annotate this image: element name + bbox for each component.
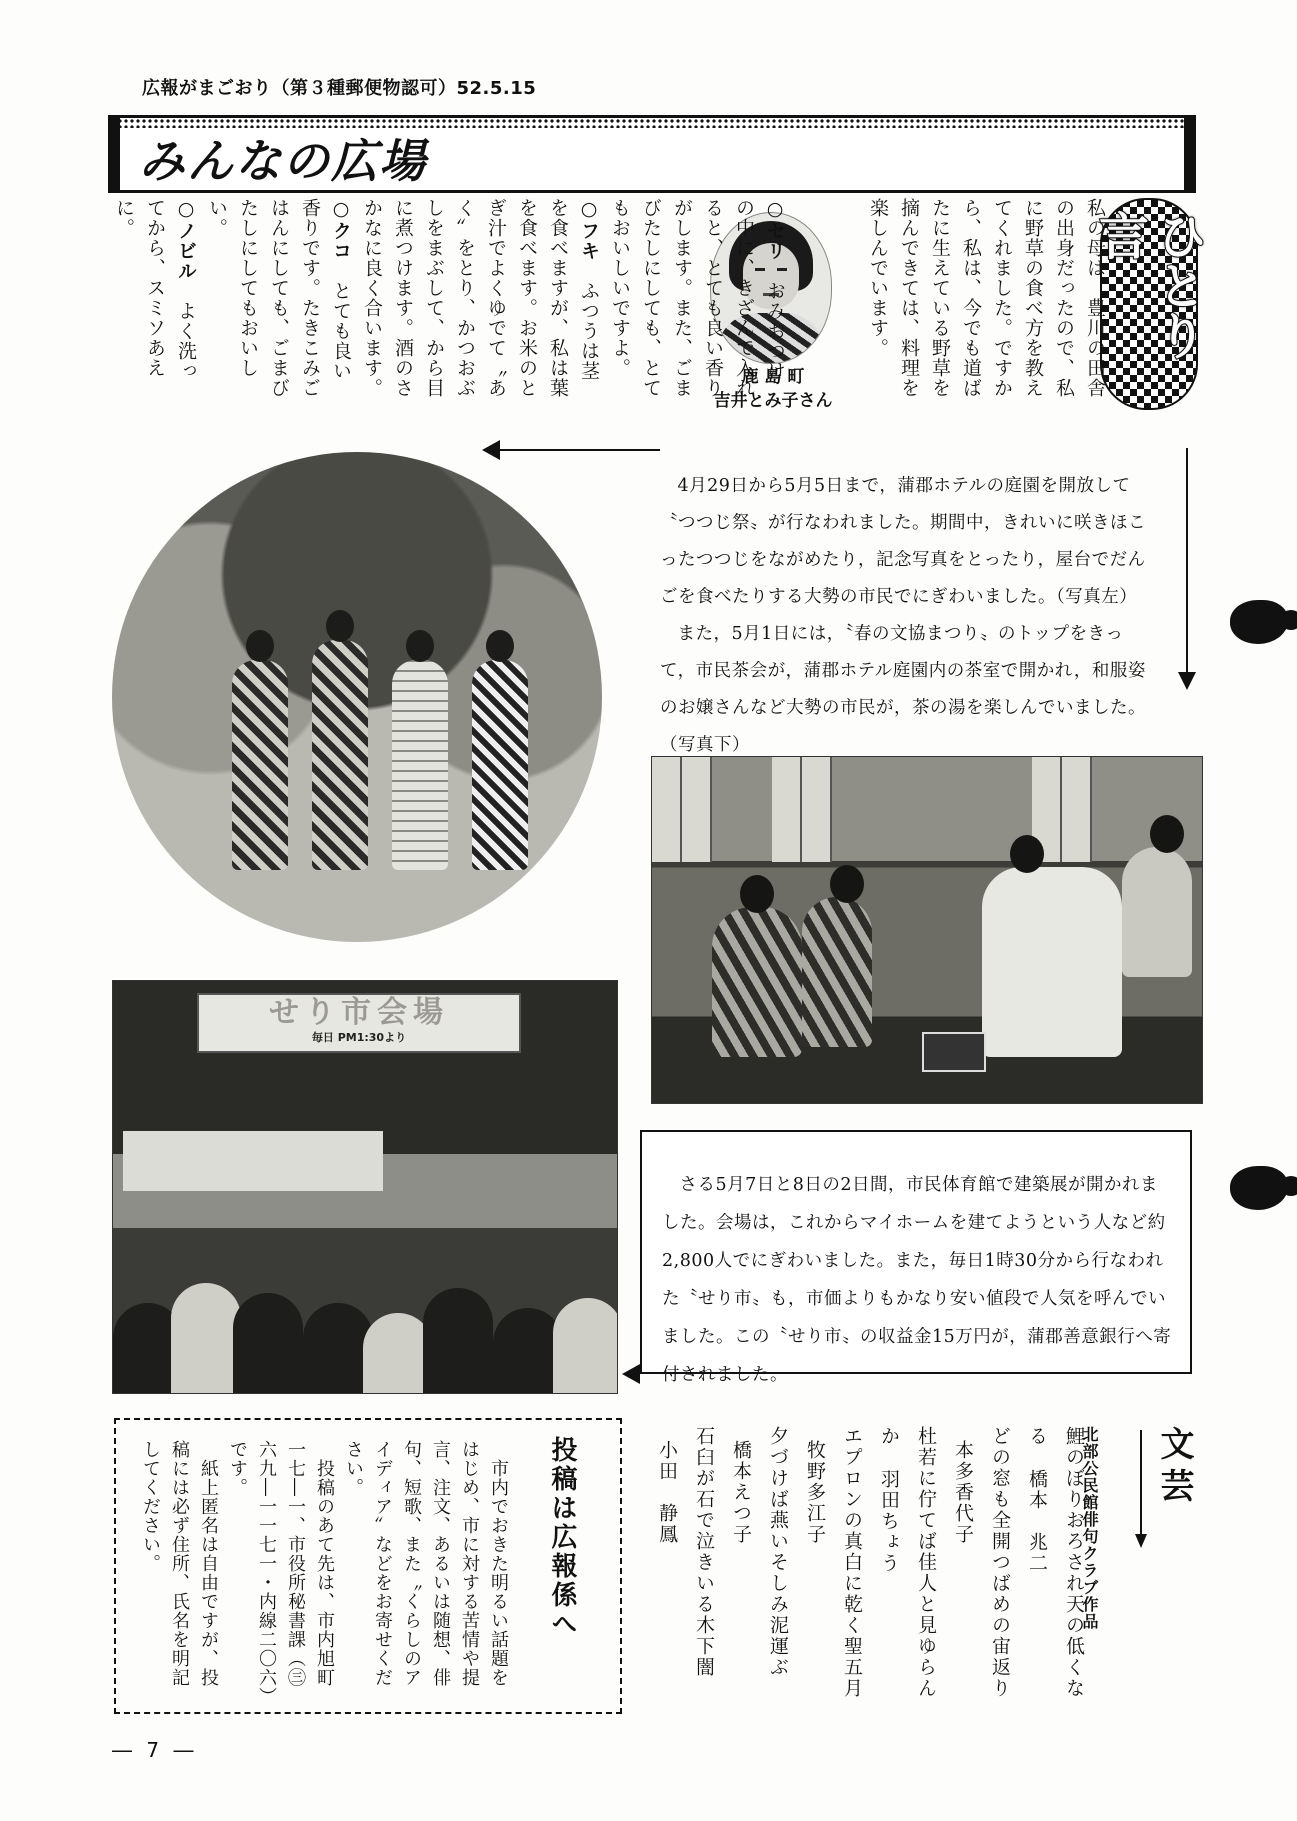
- auction-venue-photo: [112, 980, 618, 1394]
- caption-town: 鹿 島 町: [741, 367, 805, 387]
- right-bar: [1184, 115, 1196, 193]
- herb-description: ふつうは茎を食べますが、私は葉を食べます。お米のとぎ汁でよくゆでて〝あく〟をとり、かつおぶしをまぶして、から目に煮つけます。酒のさかなに良く合います。: [361, 198, 600, 398]
- herb-item: [356, 198, 604, 398]
- pen-icon: [1140, 1430, 1142, 1540]
- herb-name: ○フキ: [578, 198, 600, 261]
- literary-section-heading: 文芸: [1154, 1426, 1194, 1510]
- haiku-author: 本多香代子: [952, 1440, 974, 1545]
- caption-name: 吉井とみ子さん: [713, 391, 833, 411]
- haiku-item: [796, 1426, 870, 1716]
- submission-paragraph: 紙上匿名は自由ですが、投稿には必ず住所、氏名を明記してください。: [140, 1440, 219, 1687]
- page-number: ― 7 ―: [112, 1738, 198, 1762]
- arrow-left-icon: [622, 1364, 640, 1384]
- herb-item: [108, 198, 201, 398]
- left-bar: [108, 115, 120, 193]
- haiku-item: [1018, 1426, 1092, 1716]
- herb-name: ○ノビル: [175, 198, 197, 281]
- haiku-author: 牧野多江子: [804, 1440, 826, 1545]
- arrow-down-icon: [1178, 672, 1196, 690]
- publication-header: 広報がまごおり（第３種郵便物認可）52.5.15: [142, 78, 537, 99]
- submission-paragraph: 投稿のあて先は、市内旭町一七―一、市役所秘書課（㊂六九―一一七一・内線二〇六）です。: [227, 1440, 335, 1697]
- auction-banner-title: せり市会場: [269, 995, 449, 1030]
- hitorigoto-intro: 私の母は、豊川の田舎の出身だったので、私に野草の食べ方を教えてくれました。ですから、私は、今でも道ばたに生えている野草を摘んできては、料理を楽しんでいます。: [867, 198, 1106, 398]
- building-expo-caption: [662, 1166, 1172, 1394]
- haiku-text: どの窓も全開つばめの宙返り: [989, 1426, 1011, 1699]
- herb-name: ○クコ: [330, 198, 352, 261]
- haiku-text: 夕づけば燕いそしみ泥運ぶ: [767, 1426, 789, 1678]
- ink-blot-mark: [1230, 600, 1288, 644]
- wild-herbs-list: [108, 198, 790, 398]
- herb-item: [604, 198, 790, 398]
- pen-nib-icon: [1135, 1534, 1147, 1548]
- caption-paragraph: 4月29日から5月5日まで，蒲郡ホテルの庭園を開放して〝つつじ祭〟が行なわれました。期間中，きれいに咲きほこったつつじをながめたり，記念写真をとったり，屋台でだんごを食べたりする大勢の市民でにぎわいました。（写真左）: [660, 476, 1146, 607]
- haiku-author: 橋本えつ子: [730, 1440, 752, 1545]
- haiku-item: [648, 1426, 722, 1716]
- haiku-item: [722, 1426, 796, 1716]
- tea-ceremony-photo: [651, 756, 1203, 1104]
- herb-description: とても良い香りです。たきこみごはんにしても、ごまびたしにしてもおいしい。: [206, 198, 352, 398]
- haiku-author: 羽田ちょう: [878, 1469, 900, 1575]
- haiku-text: 石臼が石で泣きいる木下闇: [693, 1426, 715, 1678]
- hitorigoto-badge: [1091, 198, 1207, 410]
- auction-banner: [197, 993, 521, 1053]
- connector-line: [1186, 448, 1188, 674]
- haiku-author: 小田 静鳳: [656, 1440, 678, 1545]
- arrow-left-icon: [482, 440, 500, 460]
- tsutsuji-festival-photo: [112, 452, 602, 942]
- haiku-text: 鯉のぼりおろされ天の低くなる: [1026, 1426, 1085, 1699]
- ink-blot-mark: [1230, 1166, 1288, 1210]
- haiku-item: [944, 1426, 1018, 1716]
- submission-paragraph: 市内でおきた明るい話題をはじめ、市に対する苦情や提言、注文、あるいは随想、俳句、短歌、また〝くらしのアイディア〟などをお寄せください。: [343, 1440, 509, 1687]
- tsutsuji-festival-caption: [660, 468, 1156, 764]
- hitorigoto-badge-label: ひとり言: [1091, 210, 1207, 360]
- herb-description: おみおつけの中に、きざんで入れると、とても良い香りがします。また、ごまびたしにしても、とてもおいしいですよ。: [609, 198, 786, 398]
- caption-paragraph: さる5月7日と8日の2日間，市民体育館で建築展が開かれました。会場は，これからマイホームを建てようという人など約2,800人でにぎわいました。また，毎日1時30分から行なわれた〝せり市〟も，市価よりもかなり安い値段で人気を呼んでいました。この〝せり市〟の収益金15万円が，蒲郡善意銀行へ寄付されました。: [662, 1175, 1172, 1385]
- connector-line: [500, 449, 660, 451]
- herb-item: [201, 198, 356, 398]
- herb-name: ○セリ: [764, 198, 786, 261]
- haiku-text: エプロンの真白に乾く聖五月: [841, 1426, 863, 1699]
- submission-body: [136, 1440, 513, 1700]
- haiku-author: 橋本 兆二: [1026, 1469, 1048, 1575]
- page-title: みんなの広場: [139, 134, 427, 188]
- haiku-list: [648, 1426, 1092, 1716]
- submission-title: 投稿は広報係へ: [547, 1436, 577, 1639]
- caption-paragraph: また，5月1日には，〝春の文協まつり〟のトップをきって，市民茶会が，蒲郡ホテル庭園内の茶室で開かれ，和服姿のお嬢さんなど大勢の市民が，茶の湯を楽しんでいました。（写真下）: [660, 624, 1146, 755]
- haiku-item: [870, 1426, 944, 1716]
- title-banner: [108, 115, 1196, 193]
- haiku-text: 杜若に佇てば佳人と見ゆらんか: [878, 1426, 937, 1699]
- herb-description: よく洗ってから、スミソあえに。: [113, 198, 197, 381]
- haiku-club-name: 北部公民館俳句クラブ作品: [1080, 1426, 1099, 1630]
- auction-banner-subtitle: 毎日 PM1:30より: [311, 1031, 407, 1044]
